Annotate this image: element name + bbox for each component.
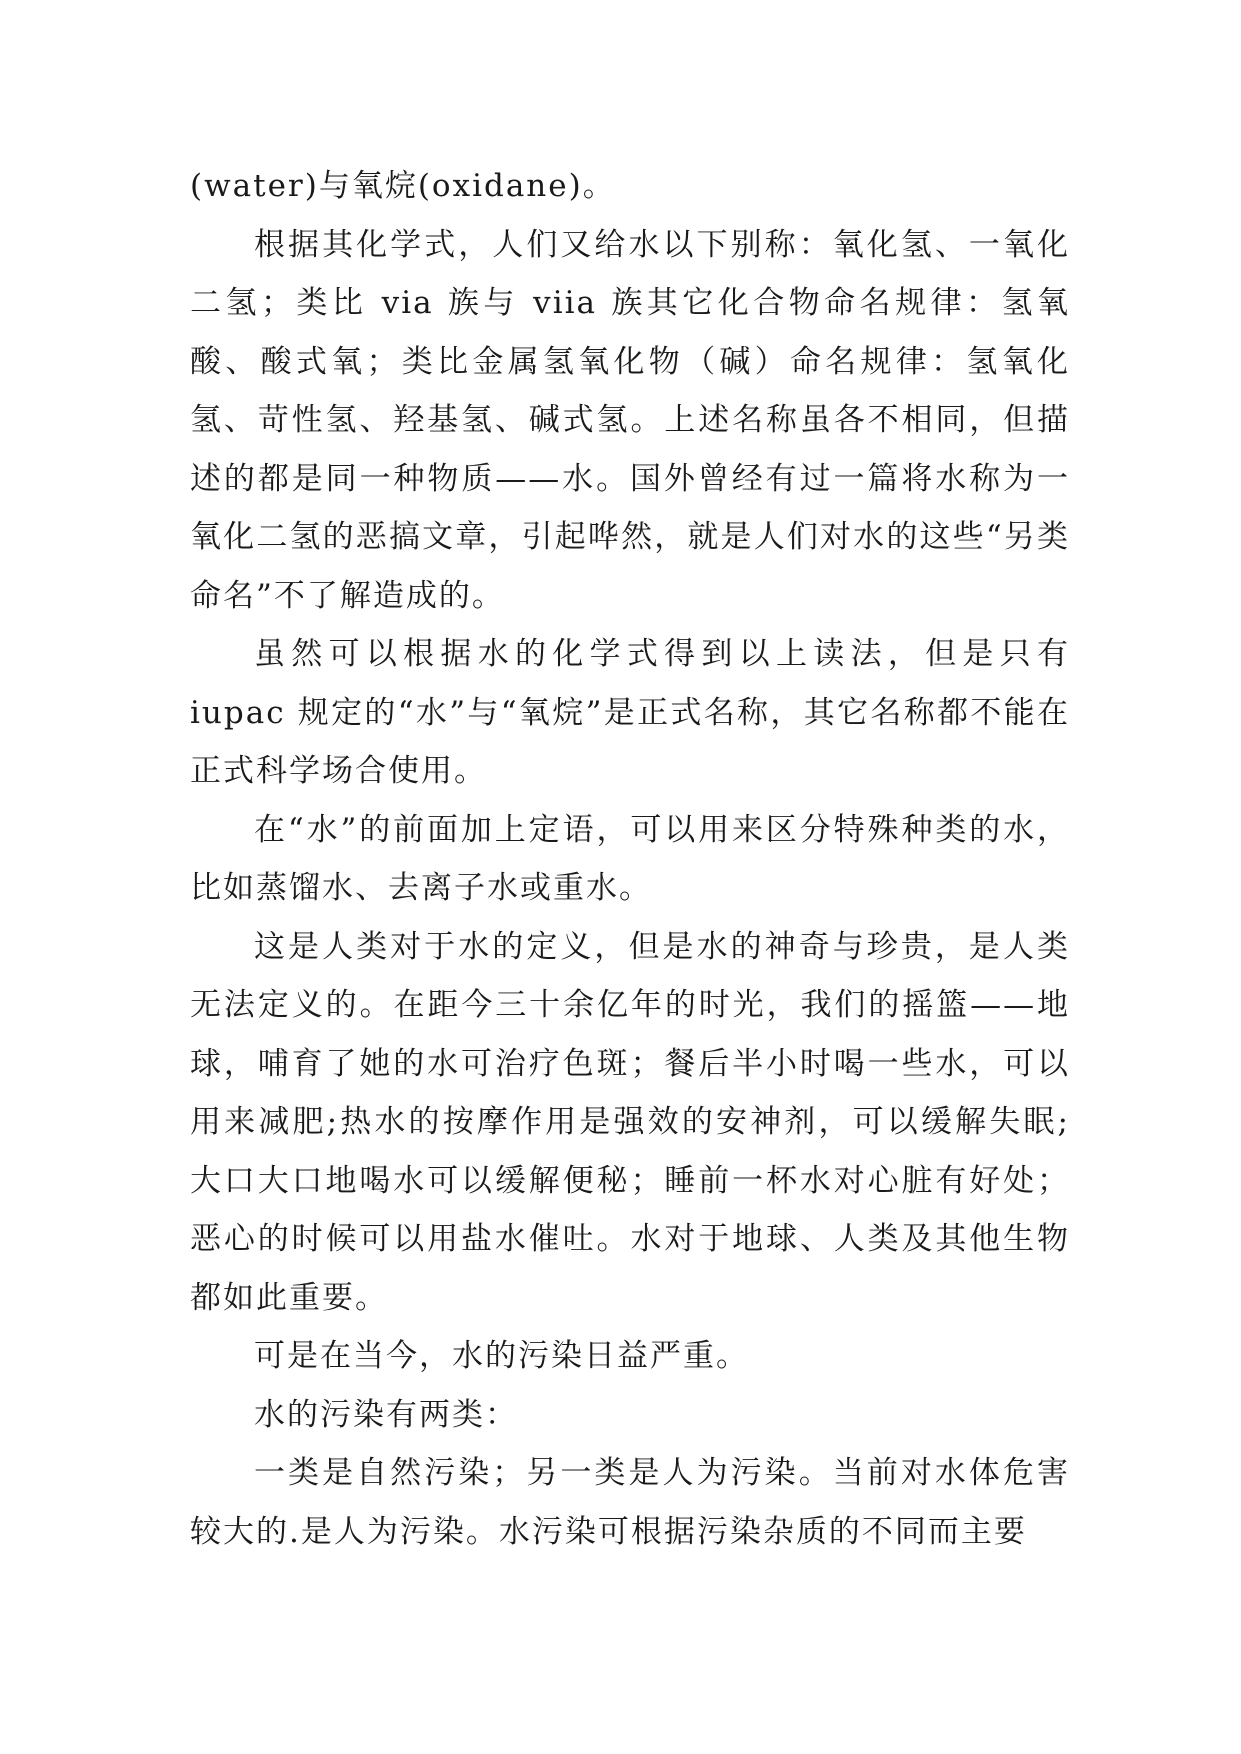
- paragraph-4: 在“水”的前面加上定语，可以用来区分特殊种类的水，比如蒸馏水、去离子水或重水。: [190, 811, 1070, 906]
- paragraph-2: 根据其化学式，人们又给水以下别称：氧化氢、一氧化二氢；类比 via 族与 viia 族其它化合物命名规律：氢氧酸、酸式氧；类比金属氢氧化物（碱）命名规律：氢氧化氢、苛性氢、羟基氢、碱式氢。上述名称虽各不相同，但描述的都是同一种物质——水。国外曾经有过一篇将水称为一氧化二氢的恶搞文章，引起哗然，就是人们对水的这些“另类命名”不了解造成的。: [190, 226, 1070, 614]
- paragraph-3: 虽然可以根据水的化学式得到以上读法，但是只有 iupac 规定的“水”与“氧烷”是正式名称，其它名称都不能在正式科学场合使用。: [190, 636, 1070, 789]
- paragraph-5: 这是人类对于水的定义，但是水的神奇与珍贵，是人类无法定义的。在距今三十余亿年的时光，我们的摇篮——地球，哺育了她的水可治疗色斑；餐后半小时喝一些水，可以用来减肥;热水的按摩作用是强效的安神剂，可以缓解失眠;大口大口地喝水可以缓解便秘；睡前一杯水对心脏有好处；恶心的时候可以用盐水催吐。水对于地球、人类及其他生物都如此重要。: [190, 928, 1070, 1316]
- paragraph-8: 一类是自然污染；另一类是人为污染。当前对水体危害较大的.是人为污染。水污染可根据污染杂质的不同而主要: [190, 1455, 1070, 1550]
- document-body: [190, 157, 1070, 1561]
- paragraph-6: 可是在当今，水的污染日益严重。: [254, 1338, 749, 1374]
- paragraph-1: (water)与氧烷(oxidane)。: [190, 168, 616, 204]
- paragraph-7: 水的污染有两类：: [254, 1396, 518, 1433]
